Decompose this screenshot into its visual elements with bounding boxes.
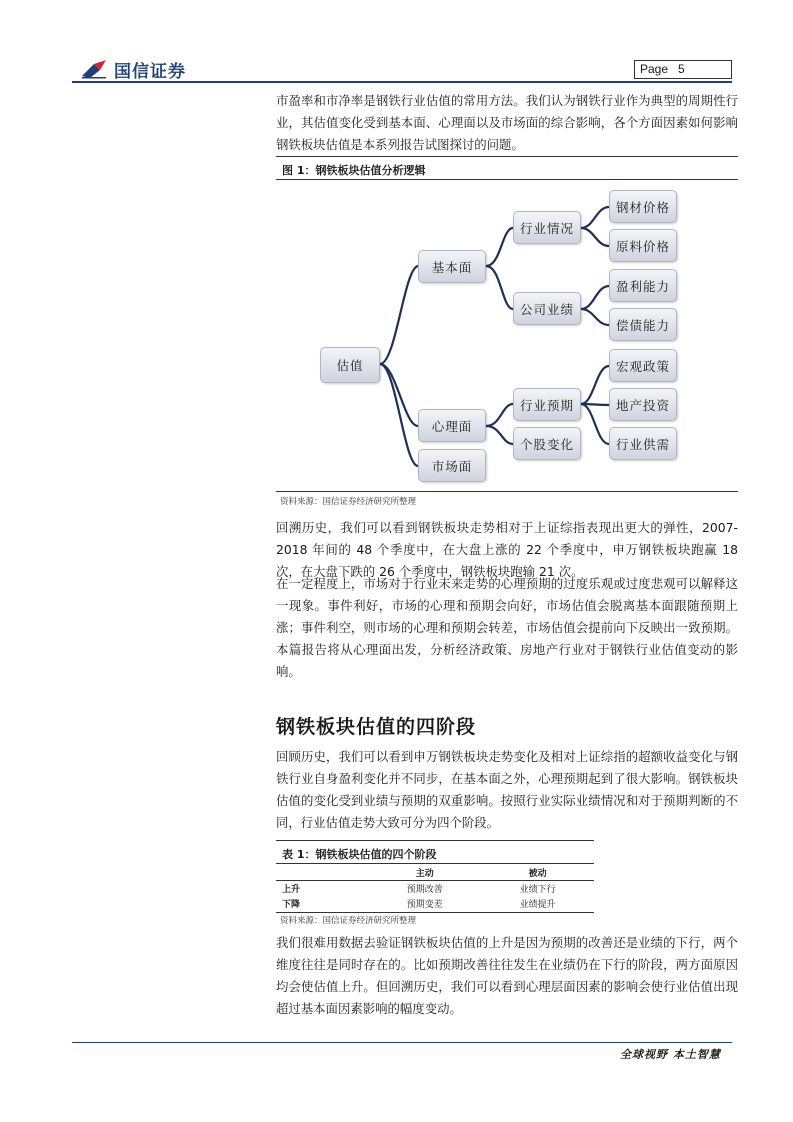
node-raw-material-price: 原料价格: [609, 229, 677, 262]
node-industry-supply-demand: 行业供需: [609, 427, 677, 460]
table-row-label: 下降: [276, 896, 368, 912]
node-real-estate-investment: 地产投资: [609, 388, 677, 421]
figure-source: 资料来源：国信证券经济研究所整理: [280, 497, 417, 507]
table-title: 表 1：钢铁板块估值的四个阶段: [276, 840, 594, 864]
header-rule: [72, 81, 732, 83]
table-header-passive: 被动: [528, 868, 547, 879]
review-paragraph: 回顾历史，我们可以看到申万钢铁板块走势变化及相对上证综指的超额收益变化与钢铁行业自身盈利变化并不同步，在基本面之外，心理预期起到了很大影响。钢铁板块估值的变化受到业绩与预期的双重影响。按照行业实际业绩情况和对于预期判断的不同，行业估值走势大致可分为四个阶段。: [276, 749, 738, 830]
table-cell: 预期变差: [368, 896, 481, 912]
figure-title: 图 1：钢铁板块估值分析逻辑: [276, 156, 738, 180]
table-cell: 业绩提升: [481, 896, 594, 912]
page-label: Page: [640, 62, 669, 76]
node-market: 市场面: [418, 449, 486, 482]
figure-bottom-rule: [276, 491, 738, 492]
node-company-performance: 公司业绩: [513, 292, 581, 325]
closing-paragraph: 我们很难用数据去验证钢铁板块估值的上升是因为预期的改善还是业绩的下行，两个维度往往是同时存在的。比如预期改善往往发生在业绩仍在下行的阶段，两方面原因均会使估值上升。但回溯历史，我们可以看到心理层面因素的影响会使行业估值出现超过基本面因素影响的幅度变动。: [276, 935, 738, 1016]
node-industry-expectation: 行业预期: [513, 388, 581, 421]
table-header-row: [276, 865, 594, 880]
node-profitability: 盈利能力: [609, 269, 677, 302]
node-steel-price: 钢材价格: [609, 190, 677, 223]
node-industry-status: 行业情况: [513, 211, 581, 244]
table-row: [276, 880, 594, 896]
page-number: 5: [678, 62, 685, 76]
table-row: [276, 896, 594, 912]
section-heading: 钢铁板块估值的四阶段: [276, 716, 477, 738]
logo-mark-icon: [80, 58, 110, 80]
intro-paragraph: 市盈率和市净率是钢铁行业估值的常用方法。我们认为钢铁行业作为典型的周期性行业，其估值变化受到基本面、心理面以及市场面的综合影响，各个方面因素如何影响钢铁板块估值是本系列报告试图探讨的问题。: [276, 93, 738, 152]
node-valuation: 估值: [320, 347, 380, 383]
node-macro-policy: 宏观政策: [609, 349, 677, 382]
footer-rule: [72, 1042, 732, 1043]
history-paragraph: 回溯历史，我们可以看到钢铁板块走势相对于上证综指表现出更大的弹性，2007-2018 年间的 48 个季度中，在大盘上涨的 22 个季度中，申万钢铁板块跑赢 18 次，在大盘下跌的 26 个季度中，钢铁板块跑输 21 次。: [276, 520, 738, 579]
table-row-label: 上升: [282, 884, 301, 895]
node-stock-change: 个股变化: [513, 427, 581, 460]
four-stage-table: [276, 865, 594, 913]
node-solvency: 偿债能力: [609, 308, 677, 341]
logo-text: 国信证券: [114, 61, 186, 82]
table-header-active: 主动: [415, 868, 434, 879]
table-cell: 预期改善: [406, 884, 443, 895]
table-source: 资料来源：国信证券经济研究所整理: [280, 916, 417, 926]
footer-slogan: 全球视野 本土智慧: [620, 1048, 721, 1061]
table-header-empty: [276, 865, 368, 880]
company-logo: [80, 56, 210, 82]
table-cell: 业绩下行: [519, 884, 556, 895]
valuation-logic-diagram: [276, 180, 738, 491]
node-fundamental: 基本面: [418, 250, 486, 283]
page-indicator: [634, 60, 732, 79]
node-psychology: 心理面: [418, 409, 486, 442]
explain-paragraph: 在一定程度上，市场对于行业未来走势的心理预期的过度乐观或过度悲观可以解释这一现象。事件利好，市场的心理和预期会向好，市场估值会脱离基本面跟随预期上涨；事件利空，则市场的心理和预期会转差，市场估值会提前向下反映出一致预期。本篇报告将从心理面出发，分析经济政策、房地产行业对于钢铁行业估值变动的影响。: [276, 576, 738, 679]
